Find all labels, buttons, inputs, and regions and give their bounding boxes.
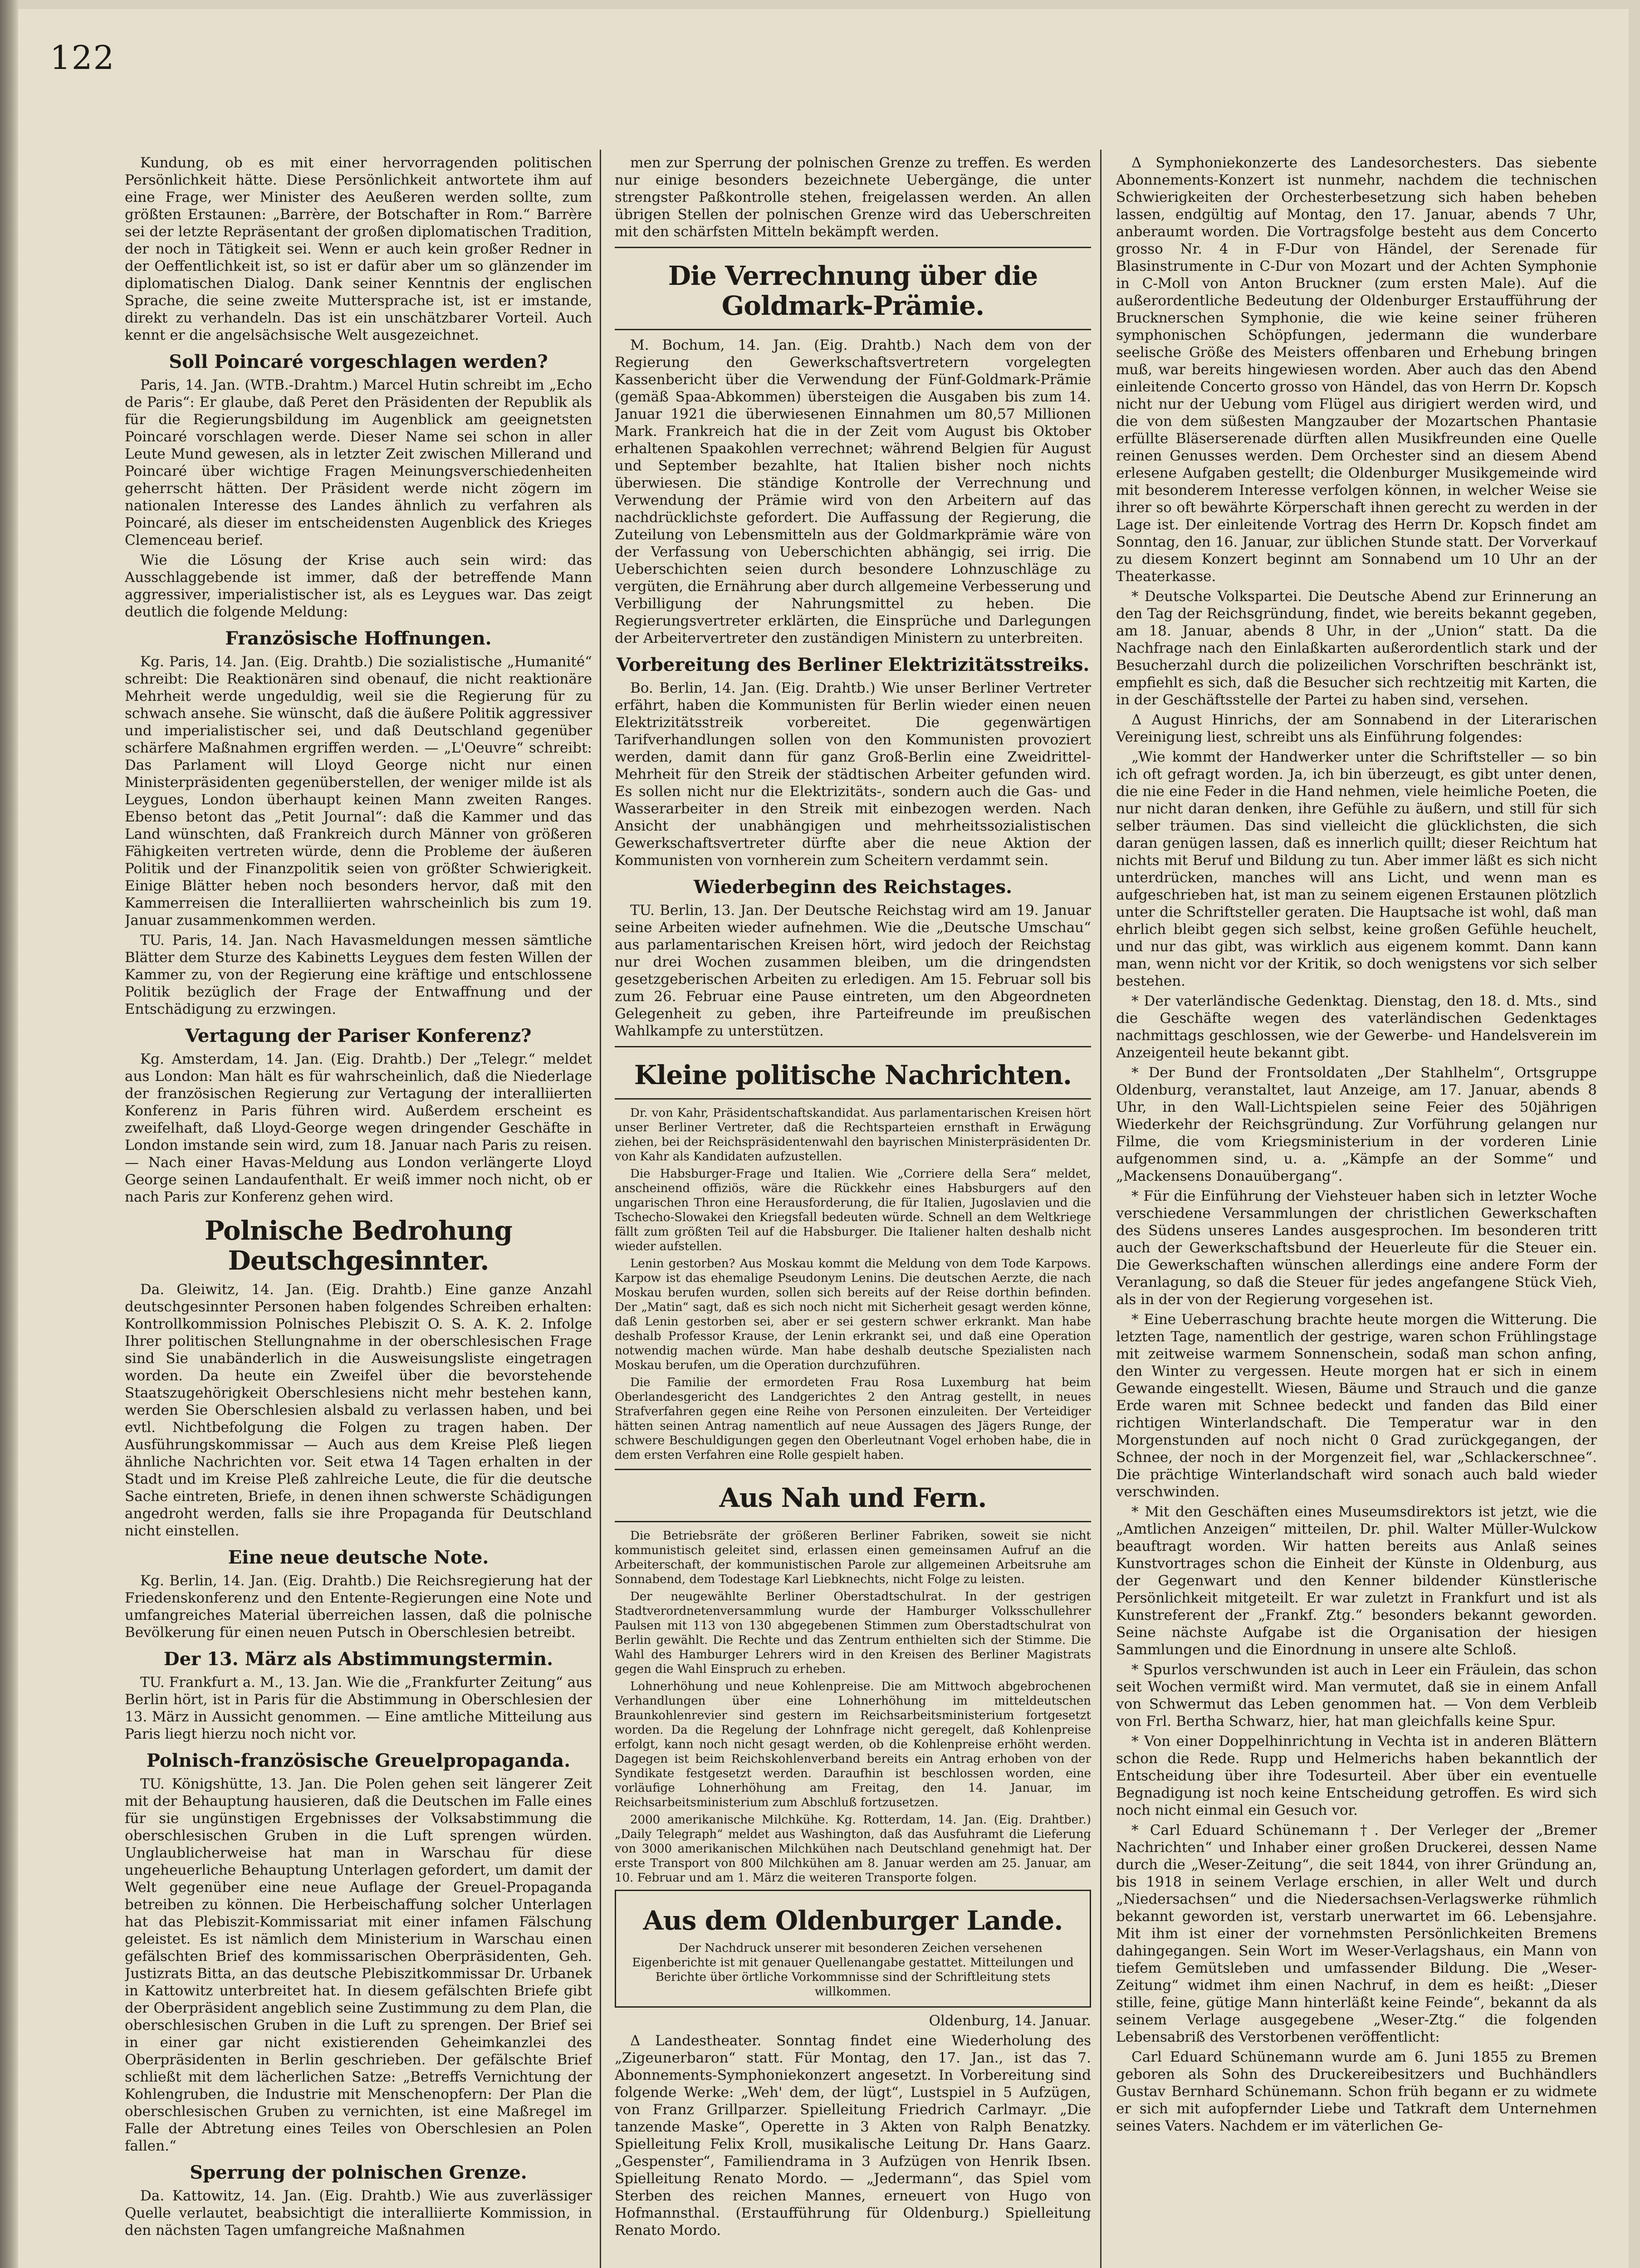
column-rule xyxy=(600,150,601,2268)
article-text: Δ Symphoniekonzerte des Landesorchesters. Das siebente Abonnements-Konzert ist nunmehr, nachdem die technischen Schwierigkeiten der Orchesterbesetzung sich haben beheben lassen, endgültig auf Montag, den 17. Januar, abends 7 Uhr, anberaumt worden. Die Vortragsfolge besteht aus dem Concerto grosso Nr. 4 in F-Dur von Händel, der Serenade für Blasinstrumente in C-Dur von Mozart und der Achten Symphonie in C-Moll von Anton Bruckner (zum ersten Male). Auf die außerordentliche Bedeutung der Oldenburger Erstaufführung der Brucknerschen Symphonie, die wie keine seiner früheren symphonischen Schöpfungen, jedermann die wunderbare seelische Größe des Meisters offenbaren und Erhebung bringen muß, war bereits hingewiesen worden. Aber auch das den Abend einleitende Concerto grosso von Händel, das von Herrn Dr. Kopsch nicht nur der Uebung vom Flügel aus dirigiert werden wird, und die von dem süßesten Mangzauber der Mozartschen Phantasie erfüllte Bläserserenade dürften allen Musikfreunden eine Quelle reinen Genusses werden. Dem Orchester sind an diesem Abend erlesene Aufgaben gestellt; die Oldenburger Musikgemeinde wird mit besonderem Interesse verfolgen können, in welcher Weise sie ihrer so oft bewährte Körperschaft ihnen gerecht zu werden in der Lage ist. Der einleitende Vortrag des Herrn Dr. Kopsch findet am Sonntag, den 16. Januar, zur üblichen Stunde statt. Der Vorverkauf zu diesem Konzert beginnt am Sonnabend um 10 Uhr an der Theaterkasse. xyxy=(1116,155,1597,585)
article-text: Paris, 14. Jan. (WTB.-Drahtm.) Marcel Hutin schreibt im „Echo de Paris“: Er glaube, daß Peret den Präsidenten der Republik als für die Regierungsbildung im Augenblick am geeignetsten Poincaré vorschlagen werde. Dieser Name sei schon in aller Leute Mund gewesen, als in letzter Zeit zwischen Millerand und Poincaré über wichtige Fragen Meinungsverschiedenheiten geherrscht hätten. Der Präsident werde nicht zögern im nationalen Interesse des Landes ähnlich zu verfahren als Poincaré, als dieser im entscheidensten Augenblick des Krieges Clemenceau berief. xyxy=(125,377,592,548)
article-text: TU. Berlin, 13. Jan. Der Deutsche Reichstag wird am 19. Januar seine Arbeiten wieder aufnehmen. Wie die „Deutsche Umschau“ aus parlamentarischen Kreisen hört, wird jedoch der Reichstag nur drei Wochen zusammen bleiben, um die dringendsten gesetzgeberischen Arbeiten zu erledigen. Am 15. Februar soll bis zum 26. Februar eine Pause eintreten, um den Abgeordneten Gelegenheit zu geben, ihre Parteifreunde im preußischen Wahlkampfe zu unterstützen. xyxy=(615,902,1091,1039)
article-text: „Wie kommt der Handwerker unter die Schriftsteller — so bin ich oft gefragt worden. Ja, ich bin überzeugt, es gibt unter denen, die nie eine Feder in die Hand nehmen, viele heimliche Poeten, die nur nicht daran denken, ihre Gefühle zu äußern, und still für sich selber träumen. Das sind vielleicht die glücklichsten, die sich daran genügen lassen, daß es innerlich quillt; dieser Reichtum hat nichts mit Beruf und Bildung zu tun. Aber immer läßt es sich nicht unterdrücken, manches will ans Licht, und wenn man es aufgeschrieben hat, ist man zu seinem eigenen Erstaunen plötzlich unter die Schriftsteller geraten. Die Hauptsache ist wohl, daß man ehrlich bleibt gegen sich selbst, keine großen Gefühle heuchelt, und nur das gibt, was wirklich aus eigenem kommt. Dann kann man, wenn nicht vor der Kritik, so doch wenigstens vor sich selber bestehen. xyxy=(1116,749,1597,989)
article-headline: Polnisch-französische Greuelpropaganda. xyxy=(146,1750,571,1771)
article-text: Die Betriebsräte der größeren Berliner Fabriken, soweit sie nicht kommunistisch geleitet sind, erlassen einen gemeinsamen Aufruf an die Arbeiterschaft, der kommunistischen Parole zur allgemeinen Arbeitsruhe am Sonnabend, dem Todestage Karl Liebknechts, nicht Folge zu leisten. xyxy=(615,1529,1091,1586)
article-headline: Eine neue deutsche Note. xyxy=(228,1547,489,1568)
article-text: Kg. Paris, 14. Jan. (Eig. Drahtb.) Die sozialistische „Humanité“ schreibt: Die Reaktionären sind obenauf, die nicht reaktionäre Mehrheit werde ungeduldig, weil sie die Regierung für zu schwach ansehe. Sie wünscht, daß die äußere Politik aggressiver und imperialistischer sei, und daß Deutschland gegenüber schärfere Maßnahmen ergriffen werden. — „L'Oeuvre“ schreibt: Das Parlament will Lloyd George nicht nur einen Ministerpräsidenten gegenüberstellen, der weniger milde ist als Leygues, London überhaupt keinen Mann zweiten Ranges. Ebenso betont das „Petit Journal“: daß die Kammer und das Land wünschten, daß Frankreich durch Männer von größeren Fähigkeiten vertreten würde, denn die Probleme der äußeren Politik und der Finanzpolitik seien von größter Schwierigkeit. Einige Blätter heben noch besonders hervor, daß mit den Kammerreisen die Interalliierten wahrscheinlich bis zum 19. Januar zusammenkommen werden. xyxy=(125,654,592,929)
article-text: TU. Paris, 14. Jan. Nach Havasmeldungen messen sämtliche Blätter dem Sturze des Kabinetts Leygues dem festen Willen der Kammer zu, von der Regierung eine kräftige und entschlossene Politik bezüglich der Frage der Entwaffnung und der Entschädigung zu erzwingen. xyxy=(125,932,592,1017)
article-headline: Soll Poincaré vorgeschlagen werden? xyxy=(169,351,548,372)
article-text: * Eine Ueberraschung brachte heute morgen die Witterung. Die letzten Tage, namentlich der gestrige, waren schon Frühlingstage mit zeitweise warmem Sonnenschein, sodaß man schon anfing, den Winter zu vergessen. Heute morgen hat er sich in einem Gewande eingestellt. Wiesen, Bäume und Strauch und die ganze Erde waren mit Schnee bedeckt und fanden das Bild einer richtigen Winterlandschaft. Die Temperatur war in den Morgenstunden auf noch nicht 0 Grad zurückgegangen, der Schnee, der noch in der Morgenzeit fiel, war „Schlackerschnee“. Die prächtige Winterlandschaft wird sonach auch bald wieder verschwinden. xyxy=(1116,1311,1597,1500)
dateline: Oldenburg, 14. Januar. xyxy=(929,2013,1091,2029)
article-text: * Der Bund der Frontsoldaten „Der Stahlhelm“, Ortsgruppe Oldenburg, veranstaltet, laut Anzeige, am 17. Januar, abends 8 Uhr, in den Wall-Lichtspielen seine Feier des 50jährigen Wiederkehr der Reichsgründung. Zur Vorführung gelangen nur Filme, die vom Kriegsministerium in der vorderen Linie aufgenommen sind, u. a. „Kämpfe an der Somme“ und „Mackensens Donauübergang“. xyxy=(1116,1065,1597,1184)
article-text: M. Bochum, 14. Jan. (Eig. Drahtb.) Nach dem von der Regierung den Gewerkschaftsvertretern vorgelegten Kassenbericht über die Verwendung der Fünf-Goldmark-Prämie (gemäß Spaa-Abkommen) übersteigen die Ausgaben bis zum 14. Januar 1921 die überwiesenen Einnahmen um 80,57 Millionen Mark. Frankreich hat die in der Zeit vom August bis Oktober erhaltenen Spaakohlen verrechnet; während Belgien für August und September bezahlte, hat Italien bisher noch nichts überwiesen. Die ständige Kontrolle der Verrechnung und Verwendung der Prämie wird von den Arbeitern auf das nachdrücklichste gefordert. Die Auffassung der Regierung, die Zuteilung von Lebensmitteln aus der Goldmarkprämie wäre von der Verfassung von Ueberschichten abhängig, sei irrig. Die Ueberschichten seien durch besondere Lohnzuschläge zu vergüten, die Ernährung aber durch allgemeine Verbesserung und Verbilligung der Nahrungsmittel zu heben. Die Regierungsvertreter erklärten, die Einsprüche und Darlegungen der Arbeitervertreter den zuständigen Ministern zu unterbreiten. xyxy=(615,337,1091,646)
article-text: Lohnerhöhung und neue Kohlenpreise. Die am Mittwoch abgebrochenen Verhandlungen über eine Lohnerhöhung im mitteldeutschen Braunkohlenrevier sind gestern im Reichsarbeitsministerium fortgesetzt worden. Da die Regelung der Lohnfrage nicht geregelt, daß Kohlenpreise erfolgt, kann noch nicht gesagt werden, ob die Kohlenpreise erhöht werden. Dagegen ist beim Reichskohlenverband bereits ein Antrag erhoben von der Syndikate festgesetzt werden. Daraufhin ist beschlossen worden, eine vorläufige Lohnerhöhung am Freitag, den 14. Januar, im Reichsarbeitsministerium zum Abschluß fortzusetzen. xyxy=(615,1680,1091,1809)
article-headline: Französische Hoffnungen. xyxy=(225,628,492,649)
article-text: * Der vaterländische Gedenktag. Dienstag, den 18. d. Mts., sind die Geschäfte wegen des vaterländischen Gedenktages nachmittags geschlossen, wie der Gewerbe- und Handelsverein im Anzeigenteil heute bekannt gibt. xyxy=(1116,993,1597,1061)
column-rule xyxy=(1100,150,1101,2268)
article-text: Da. Kattowitz, 14. Jan. (Eig. Drahtb.) Wie aus zuverlässiger Quelle verlautet, beabsichtigt die interalliierte Kommission, in den nächsten Tagen umfangreiche Maßnahmen xyxy=(125,2188,592,2239)
article-text: Kg. Amsterdam, 14. Jan. (Eig. Drahtb.) Der „Telegr.“ meldet aus London: Man hält es für wahrscheinlich, daß die Niederlage der französischen Regierung zur Vertagung der interalliierten Konferenz in Paris führen wird. Außerdem erscheint es zweifelhaft, daß Lloyd-George wegen dringender Geschäfte in London imstande sein wird, zum 18. Januar nach Paris zu reisen. — Nach einer Havas-Meldung aus London verlängerte Lloyd George seinen Landaufenthalt. Er weiß immer noch nicht, ob er nach Paris zur Konferenz gehen wird. xyxy=(125,1051,592,1205)
column-2 xyxy=(615,154,1091,2268)
article-text: Die Habsburger-Frage und Italien. Wie „Corriere della Sera“ meldet, anscheinend offiziös, wäre die Rückkehr eines Habsburgers auf den ungarischen Thron eine Herausforderung, die für Italien, Jugoslavien und die Tschecho-Slowakei den Kriegsfall bedeuten würde. Schnell an dem Weltkriege fällt zum größten Teil auf die Habsburger. Die Italiener halten deshalb nicht wieder aufstellen. xyxy=(615,1167,1091,1253)
article-text: Da. Gleiwitz, 14. Jan. (Eig. Drahtb.) Eine ganze Anzahl deutschgesinnter Personen haben folgendes Schreiben erhalten: Kontrollkommission Polnisches Plebiszit O. S. A. K. 2. Infolge Ihrer politischen Stellungnahme in der oberschlesischen Frage sind Sie unabänderlich in die Ausweisungsliste eingetragen worden. Da heute ein Zweifel über die bevorstehende Staatszugehörigkeit Oberschlesiens nicht mehr bestehen kann, werden Sie Oberschlesien alsbald zu verlassen haben, und bei evtl. Nichtbefolgung die Folgen zu tragen haben. Der Ausführungskommissar — Auch aus dem Kreise Pleß liegen ähnliche Nachrichten vor. Seit etwa 14 Tagen erhalten in der Stadt und im Kreise Pleß zahlreiche Leute, die für die deutsche Sache eintreten, Briefe, in denen ihnen schwerste Schädigungen angedroht werden, falls sie ihre Propaganda für Deutschland nicht einstellen. xyxy=(125,1281,592,1539)
article-headline: Vorbereitung des Berliner Elektrizitätsstreiks. xyxy=(616,654,1090,675)
article-text: Lenin gestorben? Aus Moskau kommt die Meldung von dem Tode Karpows. Karpow ist das ehemalige Pseudonym Lenins. Die deutschen Aerzte, die nach Moskau berufen wurden, sollen sich bereits auf der Reise dorthin befinden. Der „Matin“ sagt, daß es sich noch nicht mit Sicherheit gesagt werden könne, daß Lenin gestorben sei, aber er sei gestern schwer erkrankt. Man habe deshalb Professor Krause, der Lenin erkrankt sei, und daß eine Operation notwendig machen würde. Man habe deshalb deutsche Spezialisten nach Moskau berufen, um die Operation durchzuführen. xyxy=(615,1257,1091,1372)
article-text: Die Familie der ermordeten Frau Rosa Luxemburg hat beim Oberlandesgericht des Landgerichtes 2 den Antrag gestellt, in neues Strafverfahren gegen eine Reihe von Personen einzuleiten. Der Verteidiger hätten seinen Antrag namentlich auf neue Aussagen des Jägers Runge, der schwere Beschuldigungen gegen den Oberleutnant Vogel erhoben habe, die in dem ersten Verfahren eine Rolle gespielt haben. xyxy=(615,1376,1091,1462)
article-headline: Der 13. März als Abstimmungstermin. xyxy=(163,1648,553,1670)
column-3 xyxy=(1116,154,1597,2268)
headline-frame xyxy=(615,1890,1091,2008)
article-text: TU. Königshütte, 13. Jan. Die Polen gehen seit längerer Zeit mit der Behauptung hausieren, daß die Deutschen im Falle eines für sie ungünstigen Ergebnisses der Volksabstimmung die oberschlesischen Gruben in die Luft sprengen würden. Unglaublicherweise hat man in Warschau für diese ungeheuerliche Behauptung Unterlagen gefordert, um damit der Welt gegenüber eine neue Auflage der Greuel-Propaganda betreiben zu können. Die Herbeischaffung solcher Unterlagen hat das Plebiszit-Kommissariat mit einer infamen Fälschung geleistet. Es ist nämlich dem Ministerium in Warschau einen gefälschten Brief des kommissarischen Oberpräsidenten, Geh. Justizrats Bitta, an das deutsche Plebiszitkommissar Dr. Urbanek in Kattowitz unterbreitet hat. In diesem gefälschten Briefe gibt der Oberpräsident angeblich seine Zustimmung zu dem Plan, die oberschlesischen Gruben in die Luft zu sprengen. Der Brief sei in einer gar nicht existierenden Geheimkanzlei des Oberpräsidenten in Berlin geschrieben. Der gefälschte Brief schließt mit dem lächerlichen Satze: „Betreffs Vernichtung der Kohlengruben, die Industrie mit Menschenopfern: Der Plan die oberschlesischen Gruben zu vernichten, ist eine Maßregel im Falle der Abtretung eines Teiles von Oberschlesien an Polen fallen.“ xyxy=(125,1776,592,2154)
article-text: * Von einer Doppelhinrichtung in Vechta ist in anderen Blättern schon die Rede. Rupp und Helmerichs haben bekanntlich der Entscheidung über ihre Todesurteil. Aber über ein eventuelle Begnadigung ist noch keine Entscheidung getroffen. Es wird sich noch nicht einmal ein Gesuch vor. xyxy=(1116,1733,1597,1818)
section-headline: Polnische Bedrohung Deutschgesinnter. xyxy=(205,1215,512,1276)
section-headline: Aus Nah und Fern. xyxy=(719,1482,987,1513)
headline-frame xyxy=(615,247,1091,330)
article-text: Bo. Berlin, 14. Jan. (Eig. Drahtb.) Wie unser Berliner Vertreter erfährt, haben die Kommunisten für Berlin wieder einen neuen Elektrizitätsstreik vorbereitet. Die gegenwärtigen Tarifverhandlungen sollen von den Kommunisten provoziert werden, damit dann für ganz Groß-Berlin eine Zweidrittel-Mehrheit für den Streik der städtischen Arbeiter gefunden wird. Es sollen nicht nur die Elektrizitäts-, sondern auch die Gas- und Wasserarbeiter in den Streik mit einbezogen werden. Nach Ansicht der unabhängigen und mehrheitssozialistischen Gewerkschaftsvertreter dürfte aber die neue Aktion der Kommunisten von vornherein zum Scheitern verdammt sein. xyxy=(615,680,1091,869)
section-headline: Aus dem Oldenburger Lande. xyxy=(643,1905,1063,1936)
article-text: men zur Sperrung der polnischen Grenze zu treffen. Es werden nur einige besonders bezeichnete Uebergänge, die unter strengster Paßkontrolle stehen, freigelassen werden. An allen übrigen Stellen der polnischen Grenze wird das Ueberschreiten mit den schärfsten Mitteln bekämpft werden. xyxy=(615,155,1091,240)
article-text: 2000 amerikanische Milchkühe. Kg. Rotterdam, 14. Jan. (Eig. Drahtber.) „Daily Telegraph“ meldet aus Washington, daß das Ausfuhramt die Lieferung von 3000 amerikanischen Milchkühen nach Deutschland genehmigt hat. Der erste Transport von 800 Milchkühen am 8. Januar werden am 25. Januar, am 10. Februar und am 1. März die weiteren Transporte folgen. xyxy=(615,1813,1091,1885)
article-text: Der neugewählte Berliner Oberstadtschulrat. In der gestrigen Stadtverordnetenversammlung wurde der Hamburger Volksschullehrer Paulsen mit 113 von 130 abgegebenen Stimmen zum Oberstadtschulrat von Berlin gewählt. Die Rechte und das Zentrum enthielten sich der Stimme. Die Wahl des Hamburger Lehrers wird in den Kreisen des Berliner Magistrats gegen die Wahl Einspruch zu erheben. xyxy=(615,1590,1091,1676)
article-text: * Mit den Geschäften eines Museumsdirektors ist jetzt, wie die „Amtlichen Anzeigen“ mitteilen, Dr. phil. Walter Müller-Wulckow beauftragt worden. Wir hatten bereits aus Anlaß seines Kunstvortrages schon die Einheit der Künste in Oldenburg, aus der Gegenwart und den Kenner bildender Künstlerische Persönlichkeit mitgeteilt. Er war zuletzt in Frankfurt und ist als Kunstreferent der „Frankf. Ztg.“ besonders bekannt geworden. Seine nächste Aufgabe ist die Organisation der hiesigen Sammlungen und die Einordnung in unsere alte Schloß. xyxy=(1116,1504,1597,1658)
article-headline: Wiederbeginn des Reichstages. xyxy=(694,876,1012,898)
article-text: * Deutsche Volkspartei. Die Deutsche Abend zur Erinnerung an den Tag der Reichsgründung, findet, wie bereits bekannt gegeben, am 18. Januar, abends 8 Uhr, in der „Union“ statt. Da die Nachfrage nach den Einlaßkarten außerordentlich stark und der Besucherzahl durch die polizeilichen Vorschriften beschränkt ist, empfiehlt es sich, daß die Besucher sich rechtzeitig mit Karten, die in der Geschäftsstelle der Partei zu haben sind, versehen. xyxy=(1116,588,1597,708)
article-text: * Für die Einführung der Viehsteuer haben sich in letzter Woche verschiedene Versammlungen der christlichen Gewerkschaften des Südens unseres Landes ausgesprochen. Im besonderen tritt auch der Gewerkschaftsbund der Heuerleute für die Steuer ein. Die Gewerkschaften wünschen allerdings eine andere Form der Veranlagung, so daß die Steuer für jedes angefangene Stück Vieh, als in der von der Regierung vorgesehen ist. xyxy=(1116,1188,1597,1308)
article-text: Δ Landestheater. Sonntag findet eine Wiederholung des „Zigeunerbaron“ statt. Für Montag, den 17. Jan., ist das 7. Abonnements-Symphoniekonzert angesetzt. In Vorbereitung sind folgende Werke: „Weh' dem, der lügt“, Lustspiel in 5 Aufzügen, von Franz Grillparzer. Spielleitung Friedrich Carlmayr. „Die tanzende Maske“, Operette in 3 Akten von Ralph Benatzky. Spielleitung Felix Kroll, musikalische Leitung Dr. Hans Gaarz. „Gespenster“, Familiendrama in 3 Aufzügen von Henrik Ibsen. Spielleitung Renato Mordo. — „Jedermann“, das Spiel vom Sterben des reichen Mannes, erneuert von Hugo von Hofmannsthal. (Erstaufführung für Oldenburg.) Spielleitung Renato Mordo. xyxy=(615,2033,1091,2239)
headline-frame xyxy=(615,1046,1091,1100)
article-text: Carl Eduard Schünemann wurde am 6. Juni 1855 zu Bremen geboren als Sohn des Druckereibesitzers und Buchhändlers Gustav Bernhard Schünemann. Schon früh begann er zu widmete er sich mit aufopfernder Liebe und Tatkraft dem Unternehmen seines Vaters. Nachdem er im väterlichen Ge- xyxy=(1116,2049,1597,2134)
article-text: Dr. von Kahr, Präsidentschaftskandidat. Aus parlamentarischen Kreisen hört unser Berliner Vertreter, daß die Rechtsparteien ernsthaft in Erwägung ziehen, bei der Reichspräsidentenwahl den bayrischen Ministerpräsidenten Dr. von Kahr als Kandidaten aufzustellen. xyxy=(615,1106,1091,1163)
article-text: Kg. Berlin, 14. Jan. (Eig. Drahtb.) Die Reichsregierung hat der Friedenskonferenz und den Entente-Regierungen eine Note und umfangreiches Material überreichen lassen, daß die polnische Bevölkerung für einen neuen Putsch in Oberschlesien betreibt. xyxy=(125,1573,592,1641)
article-headline: Vertagung der Pariser Konferenz? xyxy=(185,1025,532,1046)
article-text: TU. Frankfurt a. M., 13. Jan. Wie die „Frankfurter Zeitung“ aus Berlin hört, ist in Paris für die Abstimmung in Oberschlesien der 13. März in Aussicht genommen. — Eine amtliche Mitteilung aus Paris liegt hierzu noch nicht vor. xyxy=(125,1674,592,1742)
column-1 xyxy=(125,154,592,2268)
section-headline: Kleine politische Nachrichten. xyxy=(634,1060,1072,1090)
article-text: * Spurlos verschwunden ist auch in Leer ein Fräulein, das schon seit Wochen vermißt wird. Man vermutet, daß sie in einem Anfall von Schwermut das Leben genommen hat. — Von dem Verbleib von Frl. Bertha Schwarz, hier, hat man gleichfalls keine Spur. xyxy=(1116,1662,1597,1730)
page-number: 122 xyxy=(50,39,115,77)
article-text: * Carl Eduard Schünemann †. Der Verleger der „Bremer Nachrichten“ und Inhaber einer großen Druckerei, dessen Name durch die „Weser-Zeitung“, die seit 1844, von ihrer Gründung an, bis 1918 in seinem Verlage erschien, in aller Welt und durch „Niedersachsen“ und die Niedersachsen-Verlagswerke rühmlich bekannt geworden ist, verstarb unerwartet im 66. Lebensjahre. Mit ihm ist einer der vornehmsten Persönlichkeiten Bremens dahingegangen. Sein Wort im Weser-Verlagshaus, ein Mann von tiefem Gemütsleben und umfassender Bildung. Die „Weser-Zeitung“ widmet ihm einen Nachruf, in dem es heißt: „Dieser stille, feine, gütige Mann hinterläßt keine Feinde“, bekannt da als seinem Verlage ausgegebene „Weser-Ztg.“ die folgenden Lebensabriß des Verstorbenen veröffentlicht: xyxy=(1116,1822,1597,2045)
article-text: Kundung, ob es mit einer hervorragenden politischen Persönlichkeit hätte. Diese Persönlichkeit antwortete ihm auf eine Frage, wer Minister des Aeußeren werden sollte, zum größten Erstaunen: „Barrère, der Botschafter in Rom.“ Barrère sei der letzte Repräsentant der großen diplomatischen Tradition, der noch in Tätigkeit sei. Wenn er auch kein großer Redner in der Oeffentlichkeit ist, so ist er dafür aber um so glänzender im diplomatischen Dialog. Dank seiner Kenntnis der englischen Sprache, die seine zweite Muttersprache ist, ist er imstande, direkt zu verhandeln. Das ist ein unschätzbarer Vorteil. Auch kennt er die angelsächsische Welt ausgezeichnet. xyxy=(125,155,592,343)
article-headline: Sperrung der polnischen Grenze. xyxy=(190,2162,527,2183)
book-binding xyxy=(0,0,19,2268)
article-text: Δ August Hinrichs, der am Sonnabend in der Literarischen Vereinigung liest, schreibt uns als Einführung folgendes: xyxy=(1116,712,1597,745)
section-headline: Die Verrechnung über die Goldmark-Prämie. xyxy=(668,260,1038,321)
headline-frame xyxy=(615,1469,1091,1522)
article-text: Wie die Lösung der Krise auch sein wird: das Ausschlaggebende ist immer, daß der betreffende Mann aggressiver, imperialistischer ist, als es Leygues war. Das zeigt deutlich die folgende Meldung: xyxy=(125,552,592,620)
reprint-note: Der Nachdruck unserer mit besonderen Zeichen versehenen Eigenberichte ist mit genauer Quellenangabe gestattet. Mitteilungen und Berichte über örtliche Vorkommnisse sind der Schriftleitung stets willkommen. xyxy=(632,1941,1074,1999)
